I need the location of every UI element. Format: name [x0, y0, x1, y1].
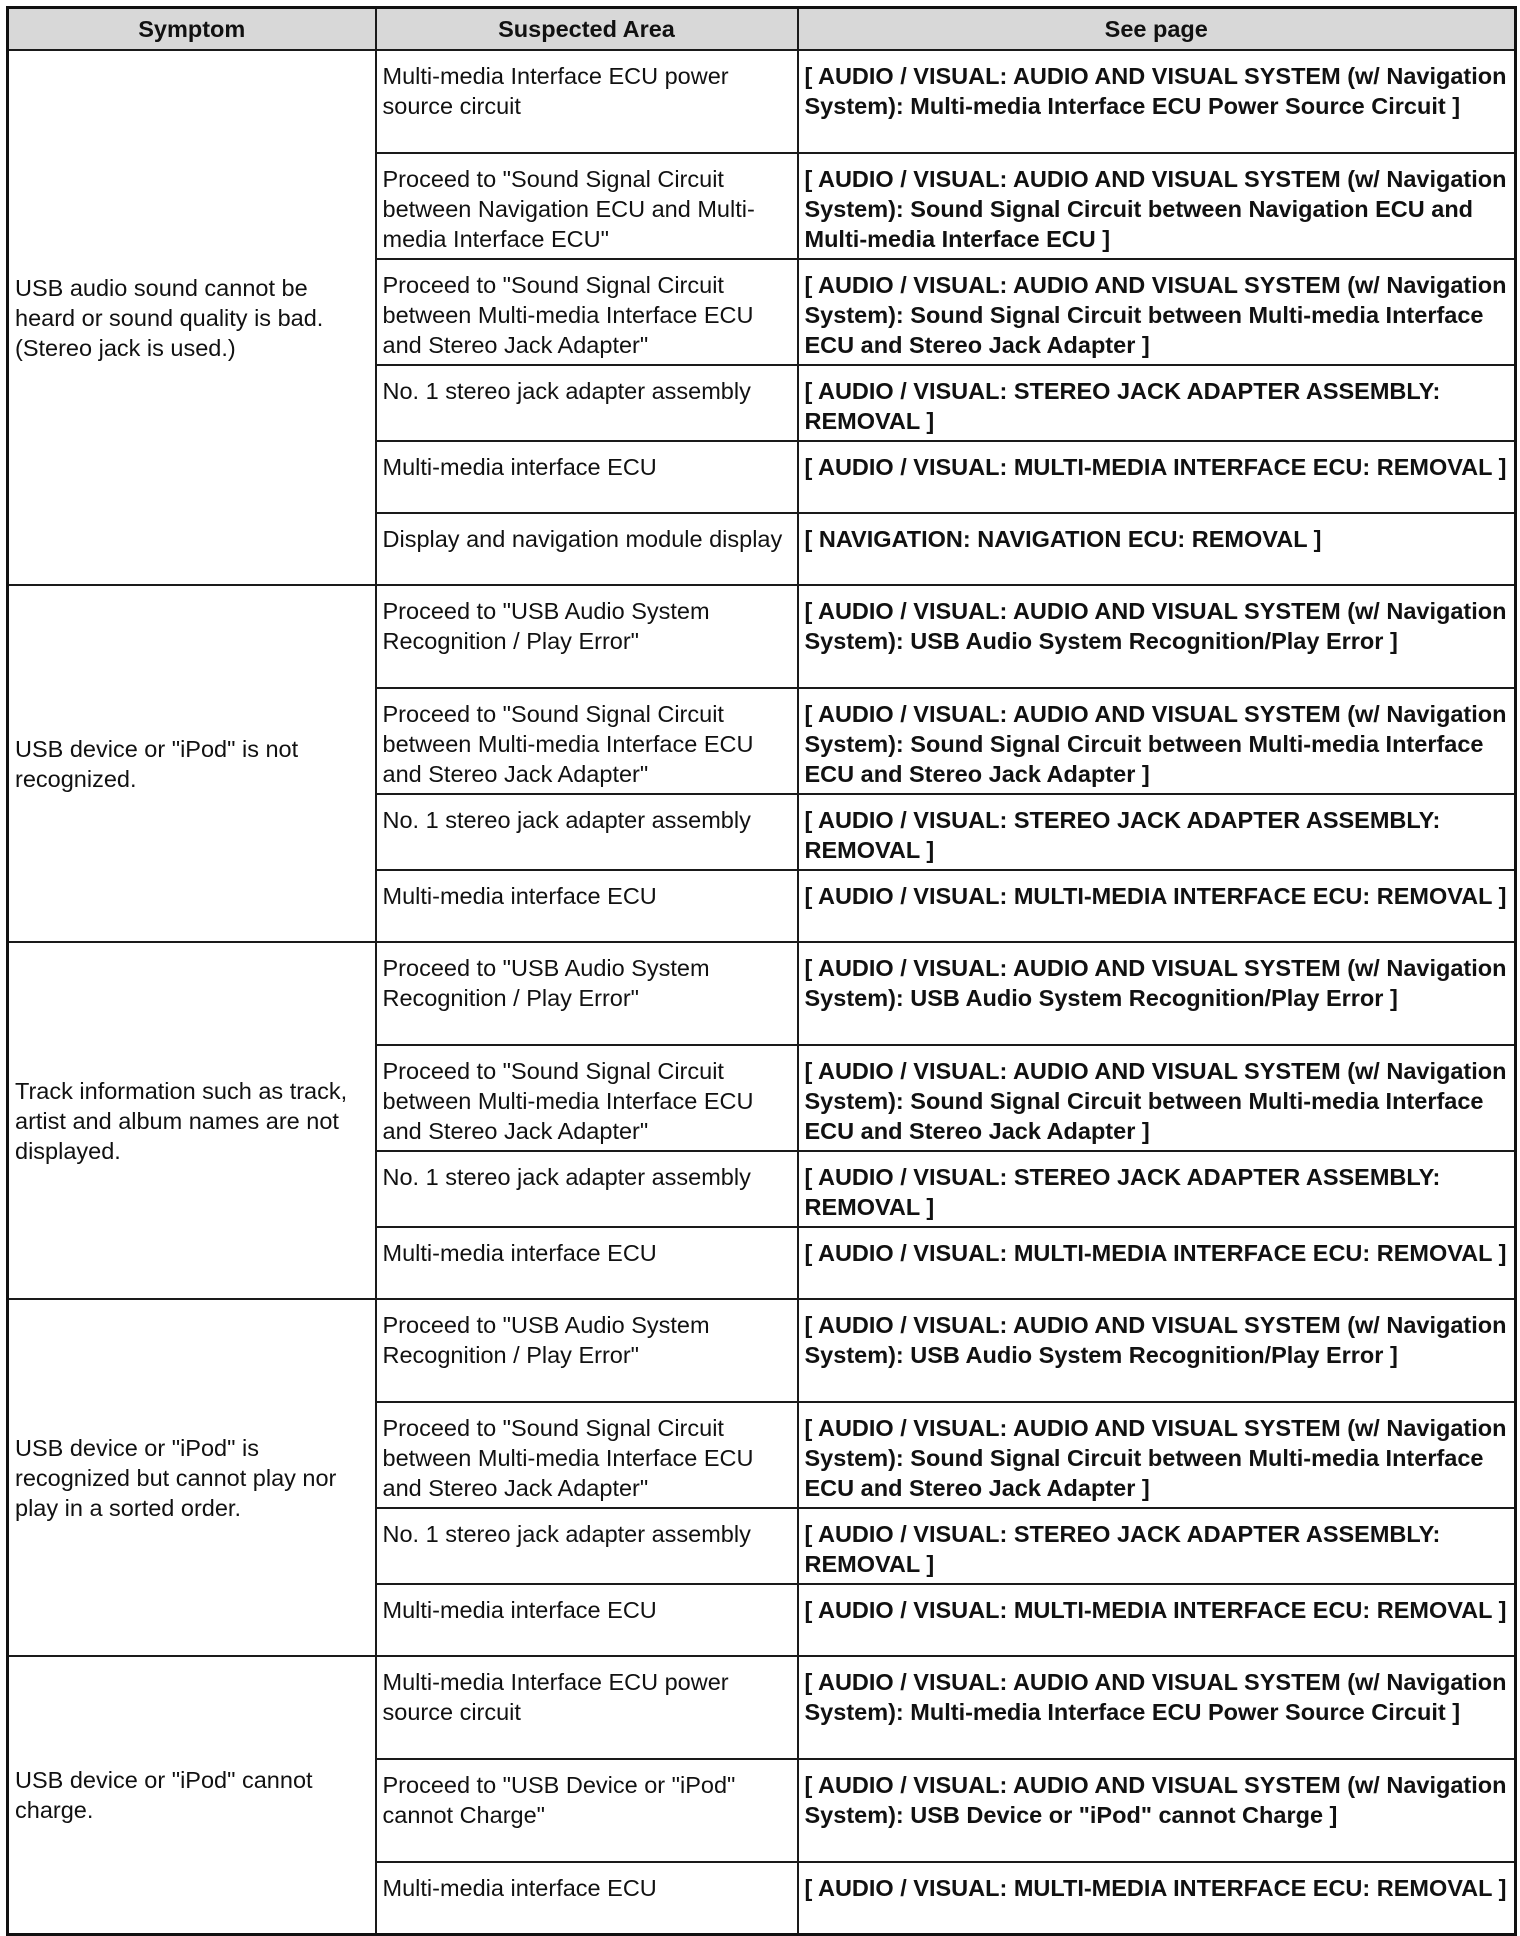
see-page-cell: [ AUDIO / VISUAL: STEREO JACK ADAPTER ASSEMBLY: REMOVAL ] — [798, 794, 1516, 870]
suspected-area-cell: Proceed to "Sound Signal Circuit between Multi-media Interface ECU and Stereo Jack Adapter" — [376, 1045, 798, 1151]
symptom-header: Symptom — [8, 8, 376, 51]
troubleshooting-table — [6, 6, 1517, 1936]
see-page-cell: [ AUDIO / VISUAL: AUDIO AND VISUAL SYSTEM (w/ Navigation System): Multi-media Interface ECU Power Source Circuit ] — [798, 50, 1516, 153]
suspected-area-cell: Display and navigation module display — [376, 513, 798, 585]
suspected-area-cell: No. 1 stereo jack adapter assembly — [376, 794, 798, 870]
symptom-cell: USB device or "iPod" is not recognized. — [8, 585, 376, 942]
see-page-cell: [ AUDIO / VISUAL: AUDIO AND VISUAL SYSTEM (w/ Navigation System): Sound Signal Circuit between Navigation ECU and Multi-media Interface ECU ] — [798, 153, 1516, 259]
suspected-area-cell: Multi-media interface ECU — [376, 1862, 798, 1934]
see-page-cell: [ AUDIO / VISUAL: MULTI-MEDIA INTERFACE ECU: REMOVAL ] — [798, 870, 1516, 942]
suspected-area-header: Suspected Area — [376, 8, 798, 51]
suspected-area-cell: Multi-media interface ECU — [376, 870, 798, 942]
see-page-cell: [ AUDIO / VISUAL: AUDIO AND VISUAL SYSTEM (w/ Navigation System): USB Audio System Recognition/Play Error ] — [798, 942, 1516, 1045]
see-page-cell: [ AUDIO / VISUAL: MULTI-MEDIA INTERFACE ECU: REMOVAL ] — [798, 1862, 1516, 1934]
suspected-area-cell: Multi-media interface ECU — [376, 1227, 798, 1299]
suspected-area-cell: No. 1 stereo jack adapter assembly — [376, 1151, 798, 1227]
symptom-cell: USB device or "iPod" cannot charge. — [8, 1656, 376, 1934]
suspected-area-cell: Proceed to "USB Audio System Recognition / Play Error" — [376, 585, 798, 688]
see-page-cell: [ AUDIO / VISUAL: AUDIO AND VISUAL SYSTEM (w/ Navigation System): Sound Signal Circuit between Multi-media Interface ECU and Stereo Jack Adapter ] — [798, 259, 1516, 365]
see-page-cell: [ AUDIO / VISUAL: AUDIO AND VISUAL SYSTEM (w/ Navigation System): Sound Signal Circuit between Multi-media Interface ECU and Stereo Jack Adapter ] — [798, 1402, 1516, 1508]
see-page-cell: [ AUDIO / VISUAL: AUDIO AND VISUAL SYSTEM (w/ Navigation System): Sound Signal Circuit between Multi-media Interface ECU and Stereo Jack Adapter ] — [798, 688, 1516, 794]
suspected-area-cell: Multi-media Interface ECU power source circuit — [376, 50, 798, 153]
see-page-cell: [ AUDIO / VISUAL: AUDIO AND VISUAL SYSTEM (w/ Navigation System): USB Audio System Recognition/Play Error ] — [798, 585, 1516, 688]
see-page-cell: [ AUDIO / VISUAL: STEREO JACK ADAPTER ASSEMBLY: REMOVAL ] — [798, 365, 1516, 441]
symptom-cell: USB audio sound cannot be heard or sound quality is bad. (Stereo jack is used.) — [8, 50, 376, 585]
see-page-cell: [ AUDIO / VISUAL: MULTI-MEDIA INTERFACE ECU: REMOVAL ] — [798, 1584, 1516, 1656]
see-page-cell: [ AUDIO / VISUAL: MULTI-MEDIA INTERFACE ECU: REMOVAL ] — [798, 1227, 1516, 1299]
see-page-header: See page — [798, 8, 1516, 51]
suspected-area-cell: Proceed to "Sound Signal Circuit between Multi-media Interface ECU and Stereo Jack Adapter" — [376, 688, 798, 794]
table-row — [8, 942, 1516, 1045]
suspected-area-cell: Proceed to "USB Audio System Recognition / Play Error" — [376, 1299, 798, 1402]
suspected-area-cell: No. 1 stereo jack adapter assembly — [376, 365, 798, 441]
suspected-area-cell: Proceed to "Sound Signal Circuit between Multi-media Interface ECU and Stereo Jack Adapter" — [376, 259, 798, 365]
see-page-cell: [ AUDIO / VISUAL: MULTI-MEDIA INTERFACE ECU: REMOVAL ] — [798, 441, 1516, 513]
header-row — [8, 8, 1516, 51]
see-page-cell: [ AUDIO / VISUAL: STEREO JACK ADAPTER ASSEMBLY: REMOVAL ] — [798, 1151, 1516, 1227]
table-row — [8, 50, 1516, 153]
table-row — [8, 1656, 1516, 1759]
see-page-cell: [ NAVIGATION: NAVIGATION ECU: REMOVAL ] — [798, 513, 1516, 585]
symptom-cell: USB device or "iPod" is recognized but cannot play nor play in a sorted order. — [8, 1299, 376, 1656]
see-page-cell: [ AUDIO / VISUAL: AUDIO AND VISUAL SYSTEM (w/ Navigation System): USB Device or "iPod" cannot Charge ] — [798, 1759, 1516, 1862]
see-page-cell: [ AUDIO / VISUAL: AUDIO AND VISUAL SYSTEM (w/ Navigation System): Sound Signal Circuit between Multi-media Interface ECU and Stereo Jack Adapter ] — [798, 1045, 1516, 1151]
table-row — [8, 585, 1516, 688]
see-page-cell: [ AUDIO / VISUAL: AUDIO AND VISUAL SYSTEM (w/ Navigation System): USB Audio System Recognition/Play Error ] — [798, 1299, 1516, 1402]
suspected-area-cell: No. 1 stereo jack adapter assembly — [376, 1508, 798, 1584]
suspected-area-cell: Proceed to "Sound Signal Circuit between Multi-media Interface ECU and Stereo Jack Adapter" — [376, 1402, 798, 1508]
table-row — [8, 1299, 1516, 1402]
suspected-area-cell: Multi-media interface ECU — [376, 1584, 798, 1656]
see-page-cell: [ AUDIO / VISUAL: STEREO JACK ADAPTER ASSEMBLY: REMOVAL ] — [798, 1508, 1516, 1584]
suspected-area-cell: Proceed to "USB Device or "iPod" cannot Charge" — [376, 1759, 798, 1862]
suspected-area-cell: Proceed to "Sound Signal Circuit between Navigation ECU and Multi-media Interface ECU" — [376, 153, 798, 259]
suspected-area-cell: Multi-media interface ECU — [376, 441, 798, 513]
symptom-cell: Track information such as track, artist and album names are not displayed. — [8, 942, 376, 1299]
see-page-cell: [ AUDIO / VISUAL: AUDIO AND VISUAL SYSTEM (w/ Navigation System): Multi-media Interface ECU Power Source Circuit ] — [798, 1656, 1516, 1759]
suspected-area-cell: Multi-media Interface ECU power source circuit — [376, 1656, 798, 1759]
suspected-area-cell: Proceed to "USB Audio System Recognition / Play Error" — [376, 942, 798, 1045]
